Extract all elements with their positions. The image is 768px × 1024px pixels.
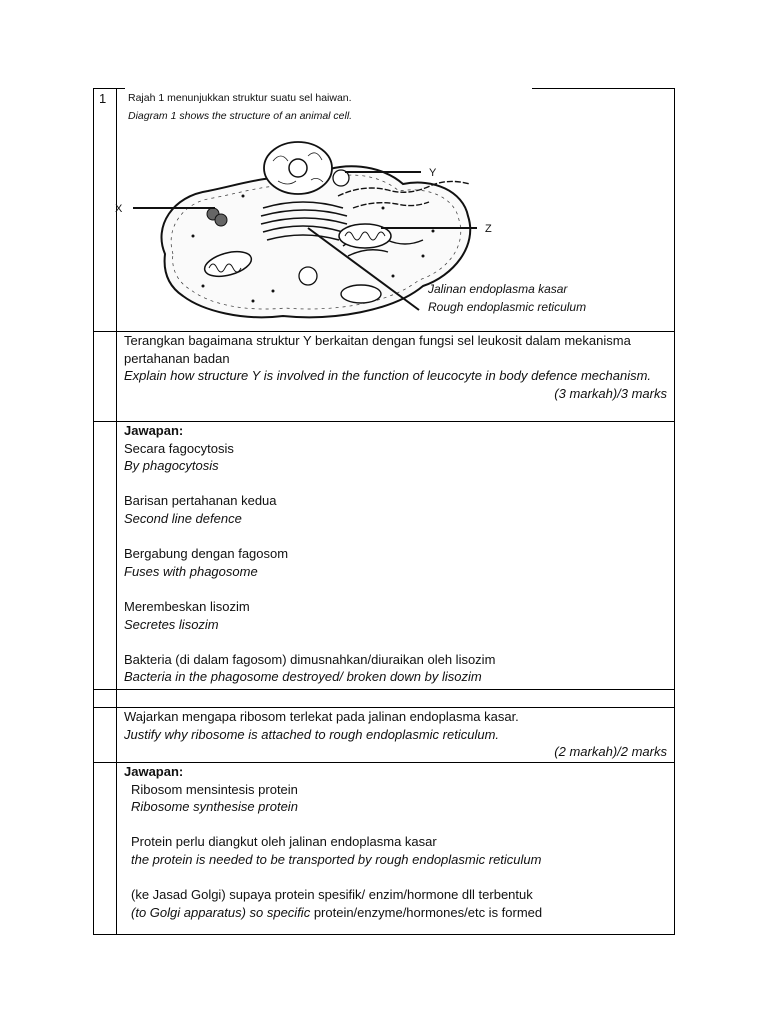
question-1 xyxy=(124,332,667,402)
q2-prompt-en: Justify why ribosome is attached to rough endoplasmic reticulum. xyxy=(124,726,500,742)
row-divider xyxy=(93,689,675,690)
a2-point-ms: Protein perlu diangkut oleh jalinan endoplasma kasar xyxy=(131,834,437,850)
label-y: Y xyxy=(429,167,437,179)
a2-point-en-italic: (to Golgi apparatus) so specific xyxy=(131,904,314,920)
a2-point-en: Ribosome synthesise protein xyxy=(131,799,298,815)
nucleolus xyxy=(289,159,307,177)
border-left xyxy=(93,88,94,935)
a1-point-en: Fuses with phagosome xyxy=(124,563,258,579)
border-bottom xyxy=(93,934,675,935)
q1-prompt-ms: Terangkan bagaimana struktur Y berkaitan dengan fungsi sel leukosit dalam mekanisma pertahanan badan xyxy=(124,333,631,366)
a1-point-ms: Bakteria (di dalam fagosom) dimusnahkan/diuraikan oleh lisozim xyxy=(124,651,496,667)
a1-point-ms: Merembeskan lisozim xyxy=(124,598,250,614)
label-x: X xyxy=(115,203,123,215)
a2-point-en: the protein is needed to be transported by rough endoplasmic reticulum xyxy=(131,851,542,867)
a1-point-en: Secretes lisozim xyxy=(124,616,219,632)
diagram-caption-en: Diagram 1 shows the structure of an animal cell. xyxy=(128,110,353,122)
answer-2 xyxy=(124,763,667,921)
a1-point-en: Bacteria in the phagosome destroyed/ broken down by lisozim xyxy=(124,669,482,685)
diagram-caption-ms: Rajah 1 menunjukkan struktur suatu sel haiwan. xyxy=(128,92,352,104)
a2-point-en-plain: protein/enzyme/hormones/etc is formed xyxy=(313,904,543,920)
a2-point-ms: (ke Jasad Golgi) supaya protein spesifik/ enzim/hormone dll terbentuk xyxy=(131,887,533,903)
rer-label-ms: Jalinan endoplasma kasar xyxy=(428,282,568,296)
a1-point-en: Second line defence xyxy=(124,510,242,526)
label-z: Z xyxy=(485,223,492,235)
q1-prompt-en: Explain how structure Y is involved in the function of leucocyte in body defence mechanism. xyxy=(124,368,652,384)
a1-point-ms: Secara fagocytosis xyxy=(124,440,234,456)
a1-point-ms: Barisan pertahanan kedua xyxy=(124,493,277,509)
question-2 xyxy=(124,708,667,761)
border-top-left xyxy=(93,88,125,89)
answer-1 xyxy=(124,422,667,686)
a2-heading: Jawapan: xyxy=(124,764,184,779)
question-sheet xyxy=(93,88,675,935)
a1-heading: Jawapan: xyxy=(124,423,184,438)
q2-marks: (2 markah)/2 marks xyxy=(554,744,667,760)
vesicle xyxy=(299,267,317,285)
border-top-right xyxy=(532,88,675,89)
question-number: 1 xyxy=(99,91,107,106)
rer-label-en: Rough endoplasmic reticulum xyxy=(428,300,587,314)
mitochondrion xyxy=(341,285,381,303)
border-divider xyxy=(116,88,117,935)
border-right xyxy=(674,88,675,935)
q2-prompt-ms: Wajarkan mengapa ribosom terlekat pada jalinan endoplasma kasar. xyxy=(124,709,519,724)
q1-marks: (3 markah)/3 marks xyxy=(554,385,667,401)
a2-point-en xyxy=(124,904,667,922)
a2-point-ms: Ribosom mensintesis protein xyxy=(131,781,298,797)
a1-point-en: By phagocytosis xyxy=(124,458,219,474)
a1-point-ms: Bergabung dengan fagosom xyxy=(124,546,289,562)
